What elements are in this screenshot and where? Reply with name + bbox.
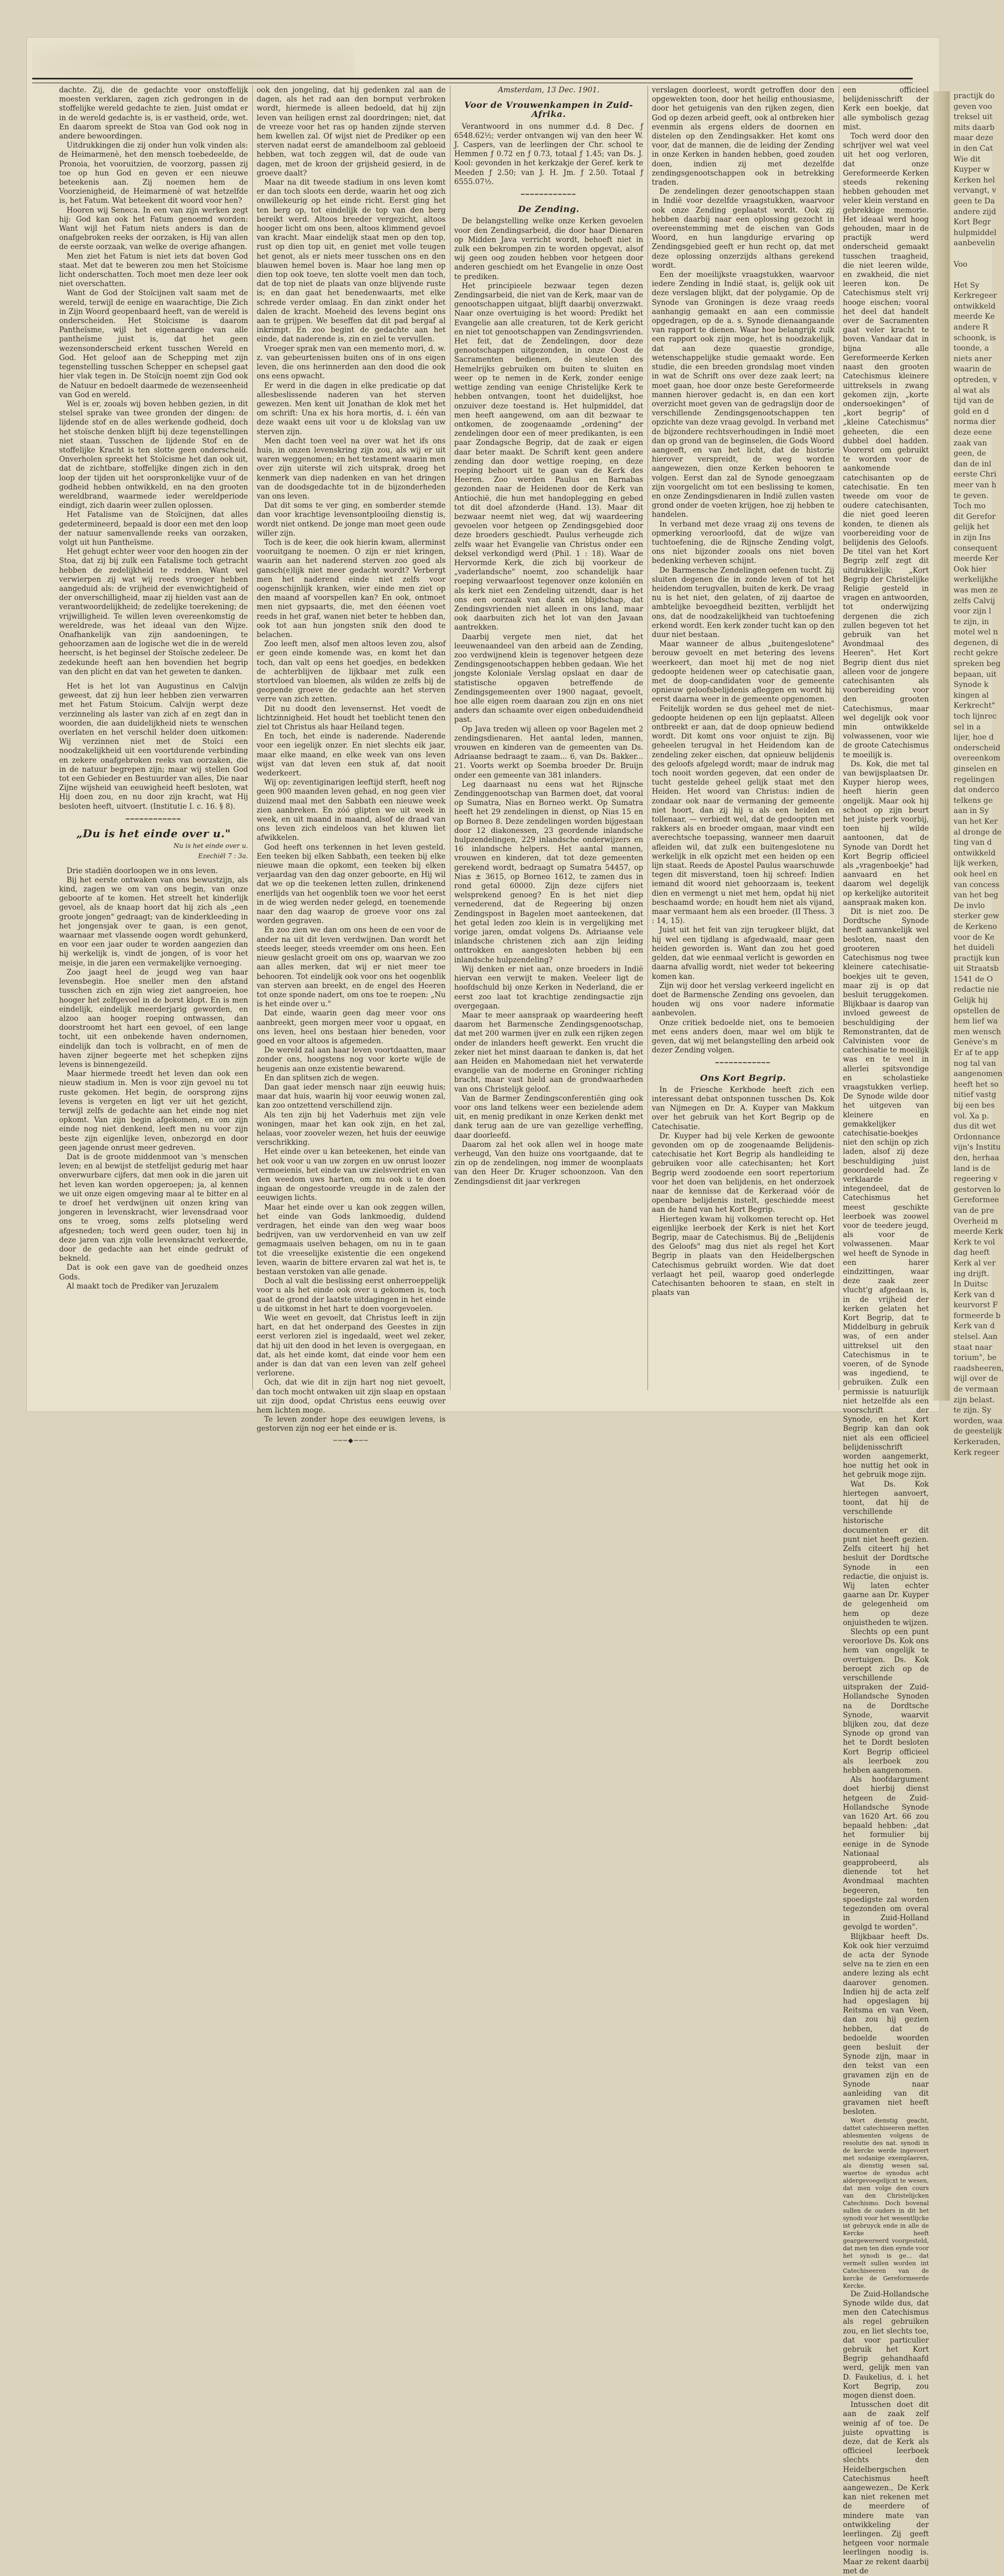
next-page-line-fragment: aan in Sy: [954, 807, 989, 816]
column-4: [652, 86, 834, 1390]
next-page-line-fragment: lijer, hoe d: [954, 733, 994, 742]
next-page-line-fragment: gelijk het: [954, 523, 990, 532]
paragraph: Uitdrukkingen die zij onder hun volk vinden als: de Heimarmenè, het den mensch toebedeelde, de Pronoia, het vooruitzien, de voorzorg, passen zij toe op hun God en geven er een nieuwe beteekenis aan. Zij noemen hem de Voorzienigheid, de Heimarmenè of wat hetzelfde is, het Fatum. Wat beteekent dit woord voor hen?: [59, 141, 248, 206]
paragraph: Zijn wij door het verslag verkeerd ingelicht en doet de Barmensche Zending ons gevoelen, dan houden wij ons voor nadere informatie aanbevolen.: [652, 981, 834, 1018]
paragraph: Doch al valt die beslissing eerst onherroeppelijk voor u als het einde ook over u gekomen is, toch gaat de grond der laatste uitdagingen in het einde u de uitkomst in het hart te doen voorgevoelen.: [257, 1277, 446, 1313]
next-page-line-fragment: Gelijk hij: [954, 996, 988, 1005]
paragraph: Intusschen doet dit aan de zaak zelf weinig af of toe. De juiste opvatting is deze, dat de Kerk als officieel leerboek slechts den Heidelbergschen Catechismus heeft aangewezen., De Kerk kan niet rekenen met de meerdere of mindere mate van ontwikkeling der leerlingen. Zij geeft hetgeen voor normale leerlingen noodig is. Maar ze rekent daarbij met de: [843, 2401, 929, 2575]
paragraph: Ds. Kok, die met tal van bewijsplaatsen Dr. Kuyper hierop wees, heeft hierin geen ongelijk. Maar ook hij schoot op zijn beurt het juiste perk voorbij, toen hij wilde aantoonen, dat de Synode van Dordt het Kort Begrip officieel als „vragenboekje" had aanvaard en het daarom wel degelijk op kerkelijke autoriteit aanspraak maken kon.: [843, 759, 929, 907]
next-page-line-fragment: vol. Xa p.: [954, 1111, 989, 1121]
next-page-line-fragment: 1541 de O: [954, 975, 993, 984]
paragraph: een officieel belijdenisschrift der Kerk een boekje, dat alle symbolisch gezag mist.: [843, 86, 929, 131]
next-page-line-fragment: bepaan, uit: [954, 670, 996, 679]
next-page-line-fragment: opstellen de: [954, 1006, 1000, 1015]
next-page-line-fragment: Kerk regeer: [954, 1448, 1000, 1457]
paragraph: Feitelijk worden se dus geheel met de niet-gedoopte heidenen op een lijn geplaatst. Alleen ontbreekt er aan, dat de doop opnieuw bediend wordt. Dit komt ons voor onjuist te zijn. Bij geheelen terugval in het Heidendom kan de zendeling zeker eischen, dat opnieuw belijdenis des geloofs afgelegd wordt; maar de indruk mag toch nooit worden gegeven, dat een onder de tucht gestelde geheel gelijk staat met den Heiden. Het woord van Christus: indien de zondaar ook naar de vermaning der gemeente niet hoort, dan zij hij u als een heiden en tollenaar, — verbiedt wel, dat de gedoopten met rakkers als en broeder omgaan, maar vindt een averechtsche toepassing, wanneer men daaruit afleiden wil, dat zulk een buitengeslotene nu werkelijk in elk opzicht met een heiden op een lijn staat. Reeds de Apostel Paulus waarschuwde tegen dit misverstand, toen hij schreef: Indien iemand dit woord niet gehoorzaam is, teekent dien en vermengt u niet met hem, opdat hij niet beschaamd worde; en houdt hem niet als vijand, maar vermaant hem als een broeder. (II Thess. 3 : 14, 15).: [652, 704, 834, 926]
next-page-line-fragment: aangenomen: [954, 1070, 1002, 1079]
paragraph: Maar te meer aanspraak op waardeering heeft daarom het Barmensche Zendingsgenootschap, dat met 200 warmen ijver en zulk een rijken zegen onder de inlanders heeft gewerkt. Een vrucht die zeker niet het minst daaraan te danken is, dat het aan Heiden en Mahomedaan niet het verwaterde evangelie van de moderne en Groninger richting bracht, maar vast hield aan de grondwaarheden van ons Christelijk geloof.: [454, 1011, 643, 1094]
next-page-line-fragment: van concess: [954, 880, 1000, 889]
next-page-line-fragment: was men ze: [954, 586, 998, 595]
article-title: „Du is het einde over u.": [76, 827, 231, 840]
paragraph: Het is het lot van Augustinus en Calvijn geweest, dat zij hun leer hebben zien verwarren met het Fatum Stoicum. Calvijn werpt deze verzinneling als laster van zich af en zegt dan in woorden, die aan duidelijkheid niets te wenschen overlaten en het verschil helder doen uitkomen: Wij verzinnen niet met de Stoïci een noodzakelijkheid uit een voortdurende verbinding en zekere onafgebroken reeks van oorzaken, die in de natuur begrepen zijn; maar wij stellen God tot een Gebieder en Bestuurder van alles, Die naar Zijne wijsheid van eeuwigheid heeft besloten, wat Hij doen zou, en nu door zijn kracht, wat Hij besloten heeft, uitvoert. (Institutie I. c. 16. § 8).: [59, 682, 248, 811]
next-page-line-fragment: land is de: [954, 1164, 991, 1173]
next-page-line-fragment: toch lijnrec: [954, 712, 997, 721]
next-page-line-fragment: Kort Begr: [954, 218, 991, 227]
next-page-line-fragment: degenen, di: [954, 638, 999, 647]
next-page-line-fragment: hem lief wa: [954, 1017, 998, 1026]
paragraph: En toch, het einde is naderende. Naderende voor een iegelijk onzer. En niet slechts eik jaar, maar elke maand, en elke week van ons leven wijst van dat leven een stuk af, dat nooit wederkeert.: [257, 732, 446, 778]
paragraph: Het Fatalisme van de Stoïcijnen, dat alles gedetermineerd, bepaald is door een met den loop der natuur samenvallende reeks van oorzaken, volgt uit hun Pantheïsme.: [59, 510, 248, 547]
column-rule: [647, 86, 648, 1390]
paragraph: Want de God der Stoïcijnen valt saam met de wereld, terwijl de eenige en waarachtige, Die Zich in Zijn Woord geopenbaard heeft, van de wereld is onderscheiden. Het Stoïcisme is daarom Pantheïsme, wijl het eigenaardige van alle pantheïsme juist is, dat het geen wezensonderscheid erkent tusschen Wereld en God. Het geloof aan de Schepping met zijn tegenstelling tusschen Schepper en schepsel gaat hier vlak tegen in. De Stoïcijn noemt zijn God ook de Natuur en bedoelt daarmede de wezenseenheid van God en wereld.: [59, 289, 248, 399]
next-page-line-fragment: motel wel n: [954, 628, 998, 637]
next-page-line-fragment: werkelijkhe: [954, 575, 998, 584]
next-page-line-fragment: In Duitsc: [954, 1280, 988, 1289]
paragraph: Te leven zonder hope des eeuwigen levens, is gestorven zijn nog eer het einde er is.: [257, 1415, 446, 1433]
next-page-line-fragment: van het Ker: [954, 817, 998, 826]
next-page-line-fragment: geen, de: [954, 449, 986, 458]
next-page-line-fragment: mits daarb: [954, 123, 995, 132]
column-3: [454, 86, 643, 1390]
next-page-line-fragment: keurvorst F: [954, 1301, 998, 1310]
next-page-line-fragment: Kerkeraden,: [954, 1438, 1001, 1446]
next-page-line-fragment: ook heel en: [954, 869, 998, 879]
next-page-line-fragment: te zijn. Sy: [954, 1406, 991, 1415]
next-page-line-fragment: gestorven lo: [954, 1185, 1001, 1194]
next-page-line-fragment: zelfs Calvij: [954, 596, 995, 605]
next-page-line-fragment: Kerkregeer: [954, 291, 997, 301]
next-page-line-fragment: Gereformee: [954, 1196, 999, 1205]
next-page-line-fragment: de Kerkeno: [954, 922, 997, 931]
paragraph: In verband met deze vraag zij ons tevens de opmerking veroorloofd, dat de wijze van tuchtoefening, die de Rijnsche Zending volgt, ons niet bijzonder zooals ons niet boven bedenking verheven schijnt.: [652, 519, 834, 566]
next-page-line-fragment: recht gekre: [954, 649, 998, 658]
paragraph: Drie stadiën doorloopen we in ons leven.: [67, 866, 218, 875]
next-page-line-fragment: sel in a: [954, 722, 981, 731]
next-page-line-fragment: heeft het so: [954, 1080, 999, 1089]
paragraph: Dr. Kuyper had bij vele Kerken de gewoonte gevonden om op de zoogenaamde Belijdenis-catechisatie het Kort Begrip als handleiding te gebruiken voor alle catechisanten; het Kort Begrip werd zoodoende een soort repertorium voor het doen van belijdenis, en het onderzoek naar de kennisse dat de Kerkeraad vóór de openbare belijdenis instelt, geschiedde meest aan de hand van het Kort Begrip.: [652, 1131, 834, 1214]
paragraph: De Barmensche Zendelingen oefenen tucht. Zij sluiten degenen die in zonde leven of tot het heidendom terugvallen, buiten de kerk. De vraag nu is het niet, den gelaten, of zij daartoe de ambtelijke bevoegdheid bezitten, verblijdt het ons, dat de noodzakelijkheid van tuchtoefening erkend wordt. Een kerk zonder tucht kan op den duur niet bestaan.: [652, 566, 834, 639]
next-page-line-fragment: al wat als: [954, 386, 990, 395]
next-page-line-fragment: uit Straatsb: [954, 964, 999, 974]
next-page-line-fragment: Het Sy: [954, 281, 980, 290]
next-page-line-fragment: den, herhaa: [954, 1153, 999, 1162]
paragraph: Verantwoord in ons nummer d.d. 8 Dec. ƒ 6548.62½; verder ontvangen wij van den heer W. J. Caspers, van de leerlingen der Chr. school te Hemmen ƒ 0.72 en ƒ 0.73, totaal ƒ 1.45; van Ds. J. Kool: gevonden in het kerkzakje der Geref. kerk te Meeden ƒ 2.50; van J. H. Jm. ƒ 2.50. Totaal ƒ 6555.07½.: [454, 122, 643, 186]
article-title: Voor de Vrouwenkampen in Zuid-Afrika.: [464, 100, 634, 120]
paragraph: Wort dienstig geacht, dattet catechiseeren metten ablesmenten volgens de resolutie des nat. synodi in de kercke werde ingevoert met sodanige exemplaeren, als dienstig wesen sal, waertoe de synodus acht aldergevoegelijcxt te wesen, dat men volge den cours van den Christelijcken Catechismo. Doch bovenal sullen de ouders in dit het synodi voor het wesentlijcke ist gebruyck ende in alle de Kercke heeft geargewereerd voorgesteld, dat men ten dien eynde voor het synodi is ge... dat vermelt sullen worden int Catechiseeren van de kercke de Gereformeerde Kercke.: [843, 2117, 929, 2289]
next-page-line-fragment: [950, 249, 992, 260]
next-page-line-fragment: Kerkrecht": [954, 701, 995, 711]
next-page-line-fragment: dit Gerefor: [954, 512, 996, 521]
next-page-line-fragment: meerde Ker: [954, 554, 999, 564]
next-page-line-fragment: geven voo: [954, 102, 992, 111]
top-rule: [32, 78, 913, 83]
next-page-line-fragment: geen te Da: [954, 196, 995, 206]
paragraph: Maar het einde over u kan ook zeggen willen, het einde van Gods lankmoedig, duldend verdragen, het einde van den weg waar boos bedrijven, van uw verdorvenheid en van uw zelf gemagmaais uselven behagen, om nu in te gaan tot die vreeselijke existentie die een ongekend leven, waarin de bittere ervaren zal wat het is, te bestaan verstoken van alle genade.: [257, 1203, 446, 1276]
next-page-line-fragment: te geven.: [954, 491, 989, 500]
next-page-line-fragment: lijk werken,: [954, 859, 999, 868]
next-page-line-fragment: Kerk al ver: [954, 1258, 996, 1268]
motto: Nu is het einde over u.: [173, 842, 248, 850]
next-page-line-fragment: optreden, v: [954, 376, 998, 385]
next-page-line-fragment: torium", be: [954, 1353, 997, 1363]
paragraph: Hooren wij Seneca. In een van zijn werken zegt hij: God kan ook het Fatum genoemd worden: Want wijl het Fatum niets anders is dan de onafgebroken reeks der oorzaken, is Hij van allen de eerste oorzaak, van welke de overige afhangen.: [59, 206, 248, 252]
article-title: Ons Kort Begrip.: [700, 1072, 786, 1083]
paragraph: verslagen doorleest, wordt getroffen door den opgewekten toon, door het heilig enthousiasme, door het getuigenis van den rijken zegen, dien God op dezen arbeid geeft, ook al ontbreken hier evenmin als ergens elders de doornen en distelen op den Zendingsakker. Het komt ons voor, dat de mannen, die de leiding der Zending in onze Kerken in handen hebben, goed zouden doen, indien zij met dezelfde zendingsgenootschappen ook in betrekking traden.: [652, 86, 834, 187]
next-page-line-fragment: meer van h: [954, 480, 996, 489]
page-fold: [933, 91, 949, 1401]
column-1: [59, 86, 248, 1390]
paragraph: De zendelingen dezer genootschappen staan in Indië voor dezelfde vraagstukken, waarvoor ook onze Zending geplaatst wordt. Ook zij hebben daarbij naar een oplossing gezocht in overeenstemming met de eischen van Gods Woord, en hun langdurige ervaring op Zendingsgebied geeft er hun recht op, dat met deze oplossing onzerzijds althans gerekend wordt.: [652, 187, 834, 270]
next-page-line-fragment: regeering v: [954, 1175, 998, 1184]
next-page-line-fragment: waarin de: [954, 365, 992, 374]
next-page-line-fragment: Voo: [954, 260, 967, 269]
paragraph: ook den jongeling, dat hij gedenken zal aan de dagen, als het rad aan den bornput verbroken wordt, hiermede is alleen bedoeld, dat hij zijn leven van heiligen ernst zal doordringen; niet, dat de vreeze voor het ras op handen zijnde sterven hem kwellen zal. Of wijst niet de Prediker op een sterven nadat eerst de amandelboom zal gebloeid hebben, wat toch zeggen wil, dat de oude van dagen, met de kroon der grijsheid gesierd, in de groeve daalt?: [257, 86, 446, 178]
next-page-line-fragment: telkens ge: [954, 796, 993, 805]
paragraph: Wij op: zeventiginarigen leeftijd sterft, heeft nog geen 900 maanden leven gehad, en nog geen vier duizend maal met den Sabbath een nieuwe week zien aanbreken. En zóó glipten we uit week in week, en uit maand in maand, alsof de draad van ons leven zich eindeloos van het kluwen liet afwikkelen.: [257, 778, 446, 843]
next-page-line-fragment: gold en d: [954, 407, 989, 416]
next-page-line-fragment: dan de inl: [954, 459, 992, 469]
next-page-line-fragment: al dronge de: [954, 828, 1002, 837]
paragraph: Dit nu doodt den levensernst. Het voedt de lichtzinnigheid. Het houdt het toeblicht tenen den ziel tot Christus als haar Heiland tegen.: [257, 704, 446, 732]
next-page-line-fragment: ting van d: [954, 838, 992, 847]
paragraph: Al maakt toch de Prediker van Jeruzalem: [67, 1282, 219, 1291]
next-page-edge: [949, 91, 1004, 1457]
paragraph: Maar na dit tweede stadium in ons leven komt er dan toch sloots een derde, waarin het oog zich onwillekeurig op het einde richt. Eerst ging het ten berg op, tot eindelijk de top van den berg bereikt werd. Altoos breeder vergezicht, altoos hooger licht om ons been, altoos klimmend gevoel van kracht. Maar eindelijk staat men op den top, rust op dien top uit, en geniet met volle teugen het genot, als er niets meer tusschen ons en den blauwen hemel boven is. Maar hoe lang men op dien top ook toeve, ten slotte voelt men dan toch, dat de top niet de plaats van onze blijvende ruste is; en dan gaat het benedenwaarts, met elke schrede verder omlaag. En dan zinkt onder het dalen de kracht. Moeheid des levens begint ons aan te grijpen. We beseffen dat dit pad bergaf al inkrimpt. En zoo begint de gedachte aan het einde, dat naderende is, zin en ziel te vervullen.: [257, 178, 446, 344]
paragraph: Dit is niet zoo. De Dordtsche Synode heeft aanvankelijk wel besloten, naast den grooteren Catechismus nog twee kleinere catechisatie-boekjes uit te geven, maar zij is op dat besluit teruggekomen. Blijkbaar is daarop van invloed geweest de beschuldiging der Remonstranten, dat de Calvinisten voor de catechisatie te moeilijk was en te veel in allerlei spitsvondige en scholastieke vraagstukken verliep. De Synode wilde door het uitgeven van kleinere en gemakkelijker catechisatie-boekjes niet den schijn op zich laden, alsof zij deze beschuldiging juist geoordeeld had. Ze verklaarde integendeel, dat de Catechismus het meest geschikte leerboek was zoowel voor de teedere jeugd, als voor de volwassenen. Maar wel heeft de Synode in een harer eindzittingen, waar deze zaak zeer vlucht'g afgedaan is, in de vrijheid der kerken gelaten het Kort Begrip, dat te Middelburg in gebruik was, of een ander uittreksel uit den Catechismus in te voeren, of de Synode was ingediend, te gebruiken. Zulk een permissie is natuurlijk niet hetzelfde als een voorschrift der Synode, en het Kort Begrip kan dan ook niet als een officieel belijdenisschrift worden aangemerkt, hoe nuttig het ook in het gebruik moge zijn.: [843, 908, 929, 1480]
next-page-line-fragment: schoonk, is: [954, 333, 996, 342]
paragraph: Als hoofdargument doet hierbij dienst hetgeen de Zuid-Hollandsche Synode van 1620 Art. 66 zou bepaald hebben: „dat het formulier bij eenige in de Synode Nationaal geapprobeerd, als dienende tot het Avondmaal machten begeeren, ten spoedigste zal worden tegezonden om overal in Zuid-Holland gevolgd te worden".: [843, 1775, 929, 1932]
next-page-line-fragment: raadsheeren,: [954, 1364, 1004, 1373]
next-page-line-fragment: toonde, a: [954, 344, 989, 353]
paragraph: De Zuid-Hollandsche Synode wilde dus, dat men den Catechismus als regel gebruiken zou, en liet slechts toe, dat voor particulier gebruik het Kort Begrip gehandhaafd werd, gelijk men van D. Faukelius, d. i. het Kort Begrip, zou mogen dienst doen.: [843, 2289, 929, 2400]
next-page-line-fragment: eerste Chri: [954, 470, 996, 479]
paragraph: Zoo leeft men, alsof men altoos leven zou, alsof er geen einde komende was, en komt het dan toch, dan valt op eens het goedjes, en bedekken de achterblijven de lijkbaar met zulk een stortvloed van bloemen, als wilden ze zelfs bij de geopende groeve de gedachte aan het sterven verre van zich zetten.: [257, 640, 446, 704]
paragraph: Bij het eerste ontwaken van ons bewustzijn, als kind, zagen we om van ons begin, van onze geboorte af te komen. Het streelt het kinderlijk gevoel, als de knaap hoort dat hij zich als „een groote jongen" gedraagt; van de kinderkleeding in het jongensjak over te gaan, is een genot, waarnaar met vlassende oogen wordt gehunkerd, en voor een jaar ouder te worden aangezien dan hij werkelijk is, vindt de jongen, of is voor het meisje, in die jaren een vermakelijke vernoeging.: [59, 875, 248, 968]
next-page-line-fragment: het duideli: [954, 943, 995, 953]
next-page-line-fragment: practijk kun: [954, 954, 1000, 963]
next-page-line-fragment: Kuyper w: [954, 165, 990, 174]
next-page-line-fragment: consequent: [954, 544, 998, 553]
next-page-line-fragment: Wie dit: [954, 155, 981, 164]
next-page-line-fragment: sterker gew: [954, 912, 999, 921]
next-page-line-fragment: deze eene: [954, 428, 992, 437]
next-page-line-fragment: de vermaan: [954, 1385, 999, 1394]
dateline: Amsterdam, 13 Dec. 1901.: [498, 86, 600, 94]
next-page-line-fragment: zijn belast.: [954, 1395, 995, 1404]
next-page-line-fragment: meerde Kerk: [954, 1227, 1003, 1236]
next-page-line-fragment: meerde Ke: [954, 312, 995, 321]
end-ornament: ───◆───: [333, 1436, 369, 1444]
next-page-line-fragment: dag heeft: [954, 1248, 990, 1257]
next-page-line-fragment: ontwikkeld: [954, 848, 996, 858]
next-page-line-fragment: Kerk van d: [954, 1290, 995, 1299]
next-page-line-fragment: zaak van: [954, 438, 987, 448]
paragraph: Maar hiermede treedt het leven dan ook een nieuw stadium in. Men is voor zijn gevoel nu tot ruste gekomen. Het begin, de oorsprong zijns levens is vergeten en ligt ver uit het gezicht, terwijl zelfs de gedachte aan het einde nog niet opkomt. Van zijn begin afgekomen, en om zijn einde nog niet denkend, leeft men nu voor zijn beste zijn eigenlijke leven, onbezorgd en door geen jagende onrust meer gedreven.: [59, 1070, 248, 1152]
next-page-line-fragment: Kerken hel: [954, 175, 995, 185]
paragraph: Dan gaat ieder mensch naar zijn eeuwig huis; maar dat huis, waarin hij voor eeuwig wonen zal, kan zoo ontzettend verschillend zijn.: [257, 1082, 446, 1110]
next-page-line-fragment: regelingen: [954, 775, 995, 784]
paragraph: Het gehugt echter weer voor den hoogen zin der Stoa, dat zij bij zulk een Fatalisme toch getracht hebben de zedelijkheid te redden. Want wel verwierpen zij wat wij reeds vroeger hebben aangeduid als: de vrijheid der evenwichtigheid of der onverschilligheid, maar zij hielden vast aan de verantwoordelijkheid; de zedelijke toerekening; de vrijwilligheid. Te willen leven overeenkomstig de wereldrede, was het ideaal van den Wijze. Onafhankelijk van zijn aandoeningen, te gehoorzamen aan de logische wet die in de wereld heerscht, is het beginsel der Stoïsche zedeleer. De zedekunde heeft aan hen bovendien het begrip van den plicht en dat van het geweten te danken.: [59, 547, 248, 676]
next-page-line-fragment: vijn's Institu: [954, 1143, 1001, 1152]
next-page-line-fragment: Ook hier: [954, 565, 987, 574]
next-page-line-fragment: onderscheid: [954, 743, 1001, 752]
next-page-line-fragment: Synode k: [954, 680, 989, 690]
section-divider: ━━━━━━━━━━━━: [715, 1059, 771, 1067]
paragraph: Toch is de keer, die ook hierin kwam, allerminst vooruitgang te noemen. O zijn er niet kringen, waarin aan het naderend sterven zoo goed als gansch(e)lijk niet meer gedacht wordt? Verbergt men het naderend einde niet zelfs voor oogenschijnlijk kranken, wier einde men ziet op den maand af voorspellen kan? En ook, ontmoet men niet gypsaarts, die, met den ééenen voet reeds in het graf, wanen niet beter te hebben dan, ook tot aan hun jongsten snik den dood te belachen.: [257, 538, 446, 639]
next-page-line-fragment: van de pre: [954, 1206, 994, 1215]
next-page-line-fragment: norma dier: [954, 418, 996, 427]
paragraph: Slechts op een punt veroorlove Ds. Kok ons hem van ongelijk te overtuigen. Ds. Kok beroept zich op de verschillende uitspraken der Zuid-Hollandsche Synoden na de Dordtsche Synode, waarvit blijken zou, dat deze Synode op grond van het te Dordt besloten Kort Begrip officieel als leerboek zou hebben aangenomen.: [843, 1627, 929, 1775]
paragraph: dachte. Zij, die de gedachte voor onstoffelijk moesten verklaren, zagen zich gedrongen in de stoffelijke wereld gedachte te zien. Juist omdat er in de wereld gedachte is, is er vastheid, orde, wet. En daarom spreekt de Stoa van God ook nog in andere bewoordingen.: [59, 86, 248, 141]
next-page-line-fragment: overeenkom: [954, 754, 1001, 763]
paragraph: De wereld zal aan haar leven voortdaatten, maar zonder ons, hoogstens nog voor korte wijle de heugenis aan onze existentie bewarend.: [257, 1046, 446, 1073]
next-page-line-fragment: dus dit wet: [954, 1122, 996, 1131]
paragraph: Dat dit soms te ver ging, en somberder stemde dan voor krachtige levensontplooiïng dienstig is, wordt niet ontkend. De jonge man moet geen oude willer zijn.: [257, 501, 446, 538]
next-page-line-fragment: Kerk van d: [954, 1322, 995, 1331]
paragraph: God heeft ons terkennen in het leven gesteld. Een teeken bij elken Sabbath, een teeken bij elke nieuwe maan die opkomt, een teeken bij elken verjaardag van den dag onzer geboorte, en Hij wil dat we op die teekenen letten zullen, drinkenend enerlijds van het oogenblik toen we voor het eerst in de wieg werden neder gelegd, en toenemende naar den dag waarop de groeve voor ons zal worden gegraven.: [257, 843, 446, 926]
paragraph: Onze critiek bedoelde niet, ons te bemoeien met eens anders doen, maar wel om blijk te geven, dat wij met belangstelling den arbeid ook dezer Zending volgen.: [652, 1018, 834, 1055]
column-rule: [252, 86, 253, 1390]
column-5: [843, 86, 929, 2575]
next-page-line-fragment: ontwikkeld: [954, 302, 996, 311]
next-page-line-fragment: redactie nie: [954, 985, 999, 994]
next-page-line-fragment: staat naar: [954, 1343, 992, 1352]
next-page-line-fragment: ginselen en: [954, 765, 998, 773]
paragraph: Wel is er, zooals wij boven hebben gezien, in dit stelsel sprake van twee gronden der dingen: de lijdende stof en de alles werkende godheid, doch het stoïsche denken blijft bij deze tegenstellingen niet staan. Tusschen de lijdende Stof en de stoffelijke Kracht is ten slotte geen onderscheid. Onverholen spreekt het Stoïcisme het dan ook uit, dat de zichtbare, stoffelijke dingen zich in den loop der tijden uit het oorspronkelijke vuur of de godheid hebben ontwikkeld, en na den grooten wereldbrand, waarmede ieder wereldperiode eindigt, zich daarin weer zullen oplossen.: [59, 399, 248, 510]
paragraph: Hiertegen kwam hij volkomen terecht op. Het eigenlijke leerboek der Kerk is niet het Kort Begrip, maar de Catechismus. Bij de „Belijdenis des Geloofs" mag dus niet als regel het Kort Begrip in plaats van den Heidelbergschen Catechismus gebruikt worden. Wie dat doet verlaagt het peil, waarop goed onderlegde Catechisanten behooren te staan, en stelt in plaats van: [652, 1214, 834, 1298]
next-page-line-fragment: Ordonnance: [954, 1132, 1001, 1141]
paragraph: Leg daarnaast nu eens wat het Rijnsche Zendinggenootschap van Barmen doet, dat vooral op Sumatra, Nias en Borneo werkt. Op Sumatra heeft het 29 zendelingen in dienst, op Nias 15 en op Borneo 8. Deze zendelingen worden bijgestaan door 12 diakonessen, 23 geordende inlandsche hulpzendelingen, 229 inlandsche onderwijzers en 16 inlandsche helpers. Het aantal mannen, vrouwen en kinderen, dat tot deze gemeenten gerekend wordt, bedraagt op Sumatra 54457, op Nias ± 3615, op Borneo 1612, te zamen dus in rond getal 60000. Zijn deze cijfers niet welsprekend genoeg? En is het niet diep vernederend, dat de Regeering bij onzen Zendingspost in Bagelen moet aanteekenen, dat het getal leden zoo klein is in vergelijking met vorige jaren, omdat volgens Ds. Adriaanse vele inlandsche christenen zich aan zijn leiding onttrokken en aangesloten hebben bij een inlandsche hulpzendeling?: [454, 780, 643, 964]
next-page-line-fragment: Er af te app: [954, 1049, 999, 1058]
next-page-line-fragment: kingen al: [954, 691, 989, 700]
next-page-line-fragment: Genève's m: [954, 1038, 998, 1047]
section-divider: ━━━━━━━━━━━━: [126, 815, 181, 823]
paragraph: Dat is ook een gave van de goedheid onzes Gods.: [59, 1263, 248, 1282]
next-page-line-fragment: nog tal van: [954, 1059, 996, 1068]
next-page-line-fragment: aanbevelin: [954, 239, 995, 248]
paragraph: Blijkbaar heeft Ds. Kok ook hier verzuimd de acta der Synode selve na te zien en een andere lezing als echt daarover genomen. Indien hij de acta zelf had opgeslagen bij Reitsma en van Veen, dan zou hij gezien hebben, dat de bedoelde woorden geen besluit der Synode zijn, maar in den tekst van een gravamen zijn en de Synode naar aanleiding van dit gravamen niet heeft besloten.: [843, 1932, 929, 2117]
next-page-line-fragment: De invlo: [954, 901, 985, 910]
next-page-line-fragment: spreken beg: [954, 660, 1001, 669]
next-page-line-fragment: dat onderco: [954, 786, 1000, 795]
paragraph: Daarbij vergete men niet, dat het leeuwenaandeel van den arbeid aan de Zending, zoo verdwijnend klein is tegenover hetgeen deze Zendingsgenootschappen hebben gedaan. Wie het jongste Koloniale Verslag opslaat en daar de statistische opgaven betreffende de Zendingsgemeenten over 1900 nagaat, gevoelt, hoe alle eigen roem daaraan zou zijn en ons niet anders dan schaamte over eigen onbeduidendheid past.: [454, 632, 643, 724]
next-page-line-fragment: [950, 270, 992, 281]
paragraph: Och, dat wie dit in zijn hart nog niet gevoelt, dan toch mocht ontwaken uit zijn slaap en opstaan uit zijn dood, opdat Christus eens eeuwig over hem lichten moge.: [257, 1378, 446, 1415]
paragraph: Er werd in die dagen in elke predicatie op dat allesbeslissende naderen van het sterven gewezen. Men kent uit Jonathan de klok met het om schrift: Una ex his hora mortis, d. i. één van deze waakt eens uit voor u de klokslag van uw sterven zijn.: [257, 381, 446, 436]
next-page-line-fragment: hulpmiddel: [954, 228, 996, 237]
paragraph: Men ziet het Fatum is niet iets dat boven God staat. Met dat te beweren zou men het Stoïcisme licht onderschatten. Toch moet men deze leer ook niet overschatten.: [59, 252, 248, 289]
paragraph: Toch werd door den schrijver wel wat veel uit het oog verloren, dat onze Gereformeerde Kerken steeds rekening hebben gehouden met veler klein verstand en gebrekkige memorie. Het ideaal werd hoog gehouden, maar in de practijk werd onderscheid gemaakt tusschen traagheid, die niet leeren wilde, en zwakheid, die niet leeren kon. De Catechismus stelt vrij hooge eischen; vooral het deel dat handelt over de Sacramenten gaat veler kracht te boven. Vandaar dat in bijna alle Gereformeerde Kerken naast den grooten Catechismus kleinere uittreksels in zwang gekomen zijn, „korte ondersoekingen" of „kort begrip" of „kleine Catechismus" geheeten, die een dubbel doel hadden. Voorerst om gebruikt te worden voor de aankomende catechisanten op de catechisatie. En ten tweede om voor de oudere catechisanten, die niet goed leeren konden, te dienen als voorbereiding voor de belijdenis des Geloofs. De titel van het Kort Begrip zelf zegt dit uitdrukkelijk: „Kort Begrip der Christelijke Religie gesteld in vragen en antwoorden, tot onderwijzing dergenen die zich zullen begeven tot het gebruik van het Avondmaal des Heeren". Het Kort Begrip dient dus niet alleen voor de jongere catechisanten als voorbereiding voor den grooten Catechismus, maar wel degelijk ook voor min ontwikkelde volwassenen, voor wie de groote Catechismus te moeilijk is.: [843, 132, 929, 759]
next-page-line-fragment: in den Cat: [954, 144, 993, 153]
next-page-line-fragment: maar deze: [954, 134, 994, 143]
next-page-line-fragment: stelsel. Aan: [954, 1333, 998, 1342]
motto-reference: Ezechiël 7 : 3a.: [198, 852, 248, 860]
paragraph: Vroeger sprak men van een memento mori, d. w. z. van gebeurtenissen buiten ons of in ons eigen leven, die ons herinnerden aan den dood die ook ons eens opwacht.: [257, 344, 446, 381]
next-page-line-fragment: treksel uit: [954, 113, 993, 122]
next-page-line-fragment: niets aner: [954, 354, 992, 363]
paragraph: En dan splitsen zich de wegen.: [264, 1073, 379, 1082]
next-page-line-fragment: andere R: [954, 323, 988, 332]
next-page-line-fragment: de geestelijk: [954, 1427, 1002, 1436]
paragraph: Dat is de groote middenmoot van 's menschen leven; en al bewijst de stetfelijst gedurig met haar onverwurbare cijfers, dat men ook in die jaren uit het leven kan worden opgeroepen; ja, al kennen we uit onze eigen omgeving maar al te bitter en al te droef het verdwijnen uit onzen kring van jongeren in levenskracht, wier levensdraad voor ons te vroeg, soms zelfs plotseling werd afgesneden; toch werd geen ouder, toen hij in deze jaren van zijn volle levenskracht verkeerde, door de gedachte aan het einde gedrukt of bekneld.: [59, 1152, 248, 1263]
paragraph: Wat Ds. Kok hiertegen aanvoert, toont, dat hij de verschillende historische documenten er dit punt niet heeft gezien. Zelfs citeert hij het besluit der Dordtsche Synode in een redactie, die onjuist is. Wij laten echter gaarne aan Dr. Kuyper de gelegenheid om hem op deze onjuistheden te wijzen.: [843, 1480, 929, 1627]
paragraph: De belangstelling welke onze Kerken gevoelen voor den Zendingsarbeid, die door haar Dienaren op Midden Java verricht wordt, behoeft niet in zulk een bekrompen zin te worden opgevat, alsof wij geen oog zouden hebben voor hetgeen door anderen geschiedt om het Evangelie in onze Oost te prediken.: [454, 217, 643, 281]
paragraph: Van de Barmer Zendingsconferentiën ging ook voor ons land telkens weer een bezielende adem uit, en menig predikant in onze Kerken denkt met dank terug aan de ure van gezellige verheffing, daar doorleefd.: [454, 1094, 643, 1140]
paragraph: Dat einde, waarin geen dag meer voor ons aanbreekt, geen morgen meer voor u opgaat, en ons leven, heel ons bestaan hier beneden, voor goed en voor altoos is afgemeden.: [257, 1009, 446, 1045]
paragraph: In de Friesche Kerkbode heeft zich een interessant debat ontsponnen tusschen Ds. Kok van Nijmegen en Dr. A. Kuyper van Makkum over het gebruik van het Kort Begrip op de Catechisatie.: [652, 1085, 834, 1131]
paragraph: Juist uit het feit van zijn terugkeer blijkt, dat hij wel een tijdlang is afgedwaald, maar geen heiden geworden is. Want dan zou het goed gelden, dat wie eenmaal verlicht is geworden en daarna afvallig wordt, niet weder tot bekeering komen kan.: [652, 926, 834, 981]
paragraph: Wij denken er niet aan, onze broeders in Indië hiervan een verwijt te maken. Veeleer ligt de hoofdschuld bij onze Kerken in Nederland, die er eerst zoo laat tot krachtige zendingsactie zijn overgegaan.: [454, 964, 643, 1011]
next-page-line-fragment: men wensch: [954, 1027, 1001, 1036]
paragraph: Als ten zijn bij het Vaderhuis met zijn vele woningen, maar het kan ook zijn, en het zal, helaas, voor zooveler wezen, het huis der eeuwige verschrikking.: [257, 1110, 446, 1147]
next-page-line-fragment: voor zijn l: [954, 607, 992, 616]
next-page-line-fragment: in zijn Ins: [954, 533, 991, 542]
next-page-line-fragment: nitief vastg: [954, 1091, 996, 1100]
next-page-line-fragment: worden, waa: [954, 1416, 1002, 1425]
next-page-line-fragment: Toch mo: [954, 502, 986, 511]
next-page-line-fragment: formeerde b: [954, 1311, 1001, 1320]
paragraph: Maar wanneer de albus „buitengeslotene" berouw gevoelt en met betering des levens weerkeert, dan moet hij met de nog niet gedoopte heidenen weer op catechisatie gaan, met de doop-candidaten voor de gemeente opnieuw geloofsbelijdenis afleggen en wordt hij eerst daarna weer in de gemeente opgenomen.: [652, 640, 834, 704]
paragraph: Daarom zal het ook allen wel in hooge mate verheugd, Van den huize ons voortgaande, dat te zin op de zendelingen, nog immer de woonplaats van den Heer Dr. Kruger schoonzoon. Van den Zendingsdienst dit jaar verkregen: [454, 1140, 643, 1186]
column-2: [257, 86, 446, 1444]
next-page-line-fragment: andere zijd: [954, 207, 996, 216]
next-page-line-fragment: vervangt, v: [954, 186, 996, 195]
next-page-line-fragment: voor de Ke: [954, 933, 994, 942]
paragraph: En zoo zien we dan om ons heen de een voor de ander na uit dit leven verdwijnen. Dan wordt het steeds leeger, steeds vreemder om ons heen. Een nieuw geslacht groeit om ons op, waarvan we zoo aan alles merken, dat wij er niet meer toe behooren. Tot eindelijk ook voor ons het oogenblik van sterven aan breekt, en de engel des Heeren tot onze sponde nadert, om ons toe te roepen: „Nu is het einde over u.": [257, 926, 446, 1009]
next-page-line-fragment: Kerk te vol: [954, 1238, 995, 1247]
article-title: De Zending.: [518, 204, 580, 215]
paragraph: Zoo jaagt heel de jeugd weg van haar levensbegin. Hoe sneller men den afstand tusschen zich en zijn wieg ziet aangroeien, hoe hooger het zelfgevoel in de borst klopt. En is men eindelijk, eindelijk meerderjarig geworden, en alzoo aan hooger roeping ontwassen, dan doorstroomt het hart een gevoel, of een lange tocht, uit een onbekende haven ondernomen, eindelijk dan toch is volbracht, en of men de haven zijner begeerte met het schepken zijns levens is binnengezeild.: [59, 968, 248, 1069]
paragraph: Het einde over u kan beteekenen, het einde van het ook voor u van uw zorgen en uw onrust loozer vermoeienis, het einde van uw zielsverdriet en van den weedom uws harten, om nu ook u te doen ingaan de ongestoorde vreugde in de zalen der eeuwigen lichts.: [257, 1147, 446, 1203]
next-page-line-fragment: wijl over de: [954, 1374, 998, 1384]
paragraph: Op Java treden wij alleen op voor Bagelen met 2 zendingsdienaren. Het aantal leden, mannen, vrouwen en kinderen van de gemeenten van Ds. Adriaanse bedraagt te zaam... 6, van Ds. Bakker... 21. Voorts werkt op Soemba broeder Dr. Bruijn onder een gemeente van 381 inlanders.: [454, 724, 643, 780]
next-page-line-fragment: van het beg: [954, 891, 999, 900]
next-page-line-fragment: Overheid m: [954, 1217, 998, 1226]
paragraph: Het principieele bezwaar tegen dezen Zendingsarbeid, die niet van de Kerk, maar van de genootschappen uitgaat, blijft daarbij onverzwakt. Naar onze overtuiging is het woord: Predikt het Evangelie aan alle creaturen, tot de Kerk gericht en niet tot genootschappen van Zendingsvrienden. Het feit, dat de Zendelingen, door deze genootschappen uitgezonden, in onze Oost de Sacramenten bedienen, de sleutelen des Hemelrijks gebruiken om buiten te sluiten en weer op te nemen in de Kerk, zonder eenige wettige zending van eenige Christelijke Kerk te hebben ontvangen, toont het duidelijkst, hoe onzuiver deze toestand is. Het hulpmiddel, dat men heeft aangewend, om aan dit bezwaar te ontkomen, de zoogenaamde „ordening" der zendelingen door een of meer predikanten, is een paar Zondagsche Begrip, dat de zaak er eigen daar beter maakt. De Schrift kent geen andere zending dan door wettige roeping, en deze roeping behoort uit te gaan van de Kerk des Heeren. Zoo werden Paulus en Barnabas gezonden naar de Heidenen door de Kerk van Antiochië, die hun met handoplegging en gebed tot dit doel afzonderde (Hand. 13). Maar dit bezwaar neemt niet weg, dat wij waardeering gevoelen voor hetgeen op Zendingsgebied door deze broeders geschiedt. Paulus verheugde zich zelfs waar het Evangelie van Christus onder een deksel verkondigd werd (Phil. 1 : 18). Waar de Hervormde Kerk, die zich bij voorkeur de „vaderlandsche" noemt, zoo schandelijk haar roeping verwaarloost tegenover onze koloniën en als kerk niet een Zendeling uitzendt, daar is het ons een oorzaak van dank en blijdschap, dat Zendingsvrienden niet alleen in ons land, maar ook daarbuiten zich het lot van den Javaan aantrekken.: [454, 281, 643, 632]
paragraph: Wie weet en gevoelt, dat Christus leeft in zijn hart, en dat het onderpand des Geestes in zijn eerst verloren ziel is ingedaald, weet wel zeker, dat hij uit den dood in het leven is overgegaan, en dat, als het einde komt, dat einde voor hem een ander is dan dat van een leven van zelf geheel verlorene.: [257, 1314, 446, 1378]
next-page-line-fragment: ing drijft.: [954, 1269, 990, 1278]
section-divider: ━━━━━━━━━━━━: [521, 191, 577, 199]
next-page-line-fragment: te zijn, in: [954, 617, 989, 626]
next-page-line-fragment: tijd van de: [954, 397, 994, 406]
next-page-line-fragment: practijk do: [954, 92, 995, 100]
paragraph: Men dacht toen veel na over wat het ifs ons huis, in onzen levenskring zijn zou, als wij er uit waren weggenomen; en het testament waarin men over zijn uiterste wil zich uitsprak, droeg het kenmerk van diep nadenken en van het dringen van de doodsgedachte tot in de bijzonderheden van ons leven.: [257, 436, 446, 501]
next-page-line-fragment: bij een bes: [954, 1101, 995, 1110]
paragraph: Een der moeilijkste vraagstukken, waarvoor iedere Zending in Indië staat, is, gelijk ook uit deze verslagen blijkt, dat der polygamie. Op de Synode van Groningen is deze vraag reeds aanhangig gemaakt en aan een commissie opgedragen, op de a. s. Synode dienaangaande van rapport te dienen. Waar hoe belangrijk zulk een rapport ook zijn moge, het is noodzakelijk, dat aan deze quaestie grondige, wetenschappelijke studie gemaakt worde. Een studie, die een breeden grondslag moet vinden in wat de Schrift ons over deze zaak leert; na moet gaan, hoe door onze beste Gereformeerde mannen hierover gedacht is, en dan een kort overzicht moet geven van de gedragslijn door de verschillende Zendingsgenootschappen ten opzichte van deze vraag gevolgd. In verband met de bijzondere rechtsverhoudingen in Indië moet dan op grond van de beginselen, die Gods Woord aangeeft, en van het licht, dat de historie hierover verspreidt, de weg worden aangewezen, dien onze Kerken behooren te volgen. Eerst dan zal de Synode genoegzaam zijn voorgelicht om tot een beslissing te komen, en onze Zendingsdienaren in Indië zullen vasten grond onder de voeten krijgen, hoe zij hebben te handelen.: [652, 270, 834, 519]
